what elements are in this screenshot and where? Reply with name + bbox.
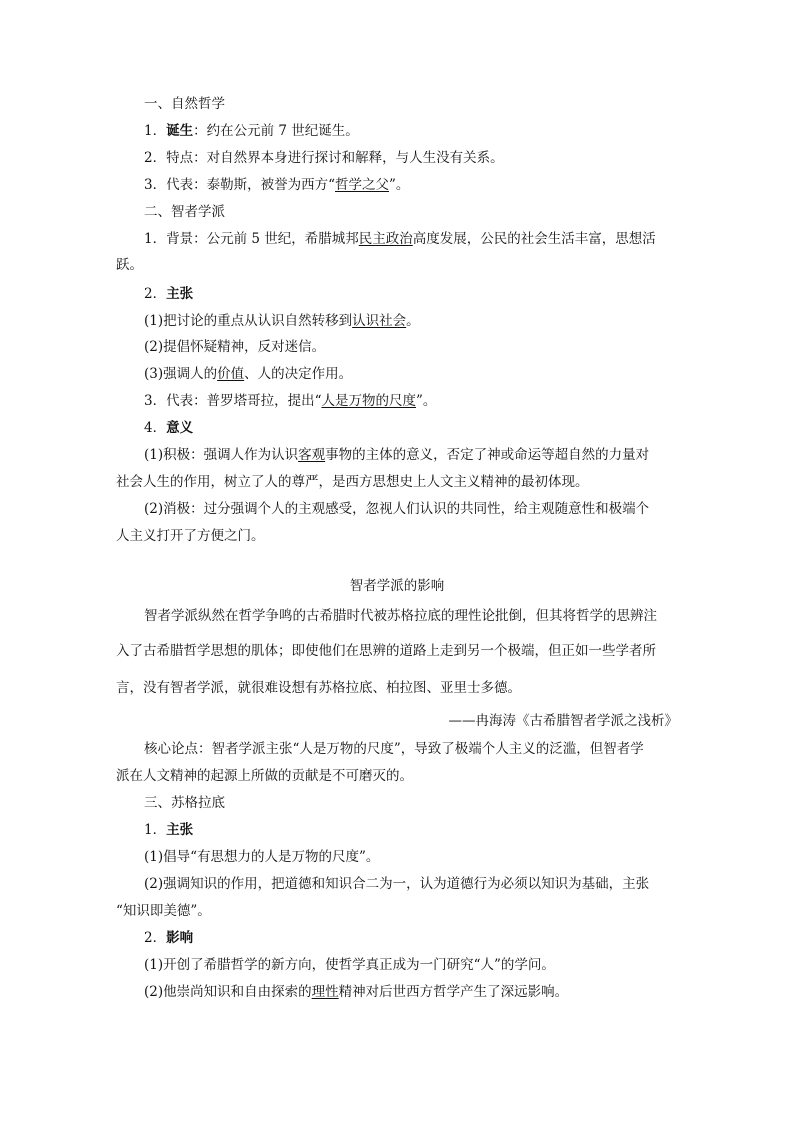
reading-source: ——冉海涛《古希腊智者学派之浅析》: [448, 713, 678, 729]
core-argument-line-1: 核心论点：智者学派主张“人是万物的尺度”，导致了极端个人主义的泛滥，但智者学: [144, 741, 644, 757]
section3-heading: 三、苏格拉底: [144, 795, 225, 811]
section1-item1: 1．诞生：约在公元前 7 世纪诞生。: [144, 123, 359, 139]
section2-significance-heading: 4．意义: [144, 420, 194, 436]
section1-item3: 3．代表：泰勒斯，被誉为西方“哲学之父”。: [144, 177, 410, 193]
section2-significance-positive-cont: 社会人生的作用，树立了人的尊严，是西方思想史上人文主义精神的最初体现。: [116, 474, 589, 490]
section2-heading: 二、智者学派: [144, 204, 225, 220]
section2-significance-negative-cont: 人主义打开了方便之门。: [116, 528, 265, 544]
section3-claim2-cont: “知识即美德”。: [116, 903, 211, 919]
section2-significance-negative: (2)消极：过分强调个人的主观感受，忽视人们认识的共同性，给主观随意性和极端个: [144, 501, 650, 517]
reading-line-1: 智者学派纵然在哲学争鸣的古希腊时代被苏格拉底的理性论批倒，但其将哲学的思辨注: [144, 608, 657, 624]
section1-heading: 一、自然哲学: [144, 96, 225, 112]
core-argument-line-2: 派在人文精神的起源上所做的贡献是不可磨灭的。: [116, 768, 413, 784]
section3-influence-heading: 2．影响: [144, 930, 194, 946]
section1-item2: 2．特点：对自然界本身进行探讨和解释，与人生没有关系。: [144, 150, 504, 166]
reading-line-3: 言，没有智者学派，就很难设想有苏格拉底、柏拉图、亚里士多德。: [116, 680, 521, 696]
reading-title: 智者学派的影响: [349, 578, 445, 594]
section3-influence1: (1)开创了希腊哲学的新方向，使哲学真正成为一门研究“人”的学问。: [144, 957, 555, 973]
section3-influence2: (2)他崇尚知识和自由探索的理性精神对后世西方哲学产生了深远影响。: [144, 984, 569, 1000]
section2-significance-positive: (1)积极：强调人作为认识客观事物的主体的意义，否定了神或命运等超自然的力量对: [144, 447, 650, 463]
section2-claim1: (1)把讨论的重点从认识自然转移到认识社会。: [144, 313, 420, 329]
section2-representative: 3．代表：普罗塔哥拉，提出“人是万物的尺度”。: [144, 393, 437, 409]
reading-line-2: 入了古希腊哲学思想的肌体；即使他们在思辨的道路上走到另一个极端，但正如一些学者所: [116, 643, 656, 659]
section2-claim2: (2)提倡怀疑精神，反对迷信。: [144, 339, 326, 355]
section2-background-cont: 跃。: [116, 257, 143, 273]
section2-background: 1．背景：公元前 5 世纪，希腊城邦民主政治高度发展，公民的社会生活丰富，思想活: [144, 231, 656, 247]
section3-claim1: (1)倡导“有思想力的人是万物的尺度”。: [144, 849, 380, 865]
section3-claims-heading: 1．主张: [144, 822, 194, 838]
section2-claims-heading: 2．主张: [144, 286, 194, 302]
section2-claim3: (3)强调人的价值、人的决定作用。: [144, 366, 353, 382]
section3-claim2: (2)强调知识的作用，把道德和知识合二为一，认为道德行为必须以知识为基础，主张: [144, 876, 650, 892]
